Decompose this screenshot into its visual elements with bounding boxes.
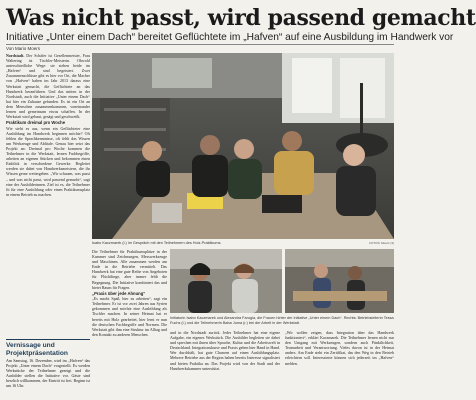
article-author: Von Mario Moers: [6, 46, 41, 51]
main-photo: [92, 53, 394, 239]
dateline: Nordstadt.: [6, 53, 25, 58]
workshop-photo: [92, 53, 394, 239]
column-subhead: Praktikum dreimal pro Woche: [6, 120, 66, 126]
main-photo-caption: Isabo Kaczmarek (l.) im Gespräch mit den Teilnehmern des Holz-Praktikums.: [92, 241, 222, 245]
column-subhead: „Praxis über jede Ahnung“: [92, 290, 146, 296]
infobox-text: Am Samstag, 16. Dezember, wird im „Hafven“ das Projekt „Unter einem Dach“ vorgestellt. Es werden Werkstücke der Teilnehmer gezeigt und die Ausbilder stellen die Initiative vor. Gäste sind herzlich willkommen, der Eintritt ist frei. Beginn ist um 16 Uhr.: [6, 358, 90, 389]
body-text: Wie sieht es aus, wenn ein Geflüchteter eine Ausbildung im Handwerk beginnen möchte? Oft fehlen die Sprachkenntnisse, oft fehlt das Wissen um Werkzeuge und Abläufe. Genau hier setzt das Projekt an: Dreimal pro Woche kommen die Teilnehmer in die Werkstatt, lernen Fachbegriffe, arbeiten an eigenen Stücken und bekommen einen Einblick in verschiedene Gewerke. Begleitet werden sie dabei von Handwerksmeistern, die ihr Wissen gerne weitergeben. „Wir schauen, was passt – und was nicht passt, wird passend gemacht“, sagt eine der Ausbilderinnen. Ziel ist es, die Teilnehmer fit für eine Ausbildung oder einen Praktikumsplatz in einem Betrieb zu machen.: [6, 125, 90, 197]
body-text: „Es macht Spaß, hier zu arbeiten“, sagt ein Teilnehmer. Er ist vor zwei Jahren aus Syrien gekommen und möchte eine Ausbildung als Tischler machen. In seiner Heimat hat er bereits mit Holz gearbeitet, hier lernt er nun die deutschen Fachbegriffe und Normen. Die Werkstatt gibt ihm eine Struktur im Alltag und den Kontakt zu anderen Menschen.: [92, 296, 167, 337]
article-headline: Was nicht passt, wird passend gemacht: [6, 5, 476, 31]
portrait-photo: [170, 249, 282, 313]
article-column-4: [285, 330, 394, 400]
workshop-detail-photo: [285, 249, 394, 313]
body-text: und in die Nordstadt zurück. Jeder Teilnehmer hat eine eigene Aufgabe, ein eigenes Werkstück. Die Ausbilder begleiten sie dabei und sprechen mit ihnen über Sprache, Kultur und die Arbeitswelt in Deutschland. Integrationskurse und Praxis gehen hier Hand in Hand. Wer durchhält, hat gute Chancen auf einen Ausbildungsplatz. Mehrere Betriebe aus der Region haben bereits Interesse signalisiert und bieten Praktika an. Das Projekt wird von der Stadt und der Handwerkskammer unterstützt.: [170, 330, 280, 371]
body-text: Die Teilnehmer für Praktikumsplätze in der Kammer sind Zeichnungen, Messwerkzeuge und Maschinen. Alle zusammen werden am Ende in die Betriebe vermittelt. Das Handwerk hat eine gute Reihe von Angeboten für Flüchtlinge, aber immer fehlt die Begegnung. Die Initiative kombiniert das und bietet Raum für Fragen.: [92, 249, 167, 290]
lead-text: Der Schäfer ist Gesellenmeister, Frau Waltering ist Tischler-Meisterin. Obwohl unterschiedliche Wege: sie stehen beide im „Hafven“ und sind begeistert. Zwei Zusammenschlüsse gibt es hier vor Ort, die Macher von „Hafven“ haben im Jahr 2013 daraus eine Werkstatt gemacht, die Geflüchtete an das Handwerk heranführen. Und das mitten in der Nordstadt, auch die Initiative „Unter einem Dach“ hat hier ein Zuhause gefunden. Es ist ein Ort an dem Menschen zusammenkommen, voneinander lernen und gemeinsam etwas schaffen. In der Werkstatt wird gebaut, gesägt und geschweißt.: [6, 53, 91, 120]
divider: [6, 44, 394, 45]
article-column-3: [170, 330, 280, 400]
article-subheadline: Initiative „Unter einem Dach“ bereitet Geflüchtete im „Hafven“ auf eine Ausbildung im Handwerk vor: [6, 32, 454, 43]
infobox-headline: Vernissage und Projektpräsentation: [6, 342, 68, 357]
infobox-rule: [6, 339, 90, 340]
photo-credit: FOTOS: Moers (3): [369, 241, 394, 245]
body-text: „Wir wollen zeigen, dass Integration über das Handwerk funktioniert“, erklärt Kaczmarek. Die Teilnehmer lernen nicht nur den Umgang mit Werkzeugen, sondern auch Pünktlichkeit, Teamarbeit und Verantwortung. Vieles davon ist in der Heimat anders. Am Ende steht ein Zertifikat, das den Weg in den Betrieb erleichtern soll. Interessierte können sich jederzeit im „Hafven“ melden.: [285, 330, 394, 366]
small-photo-caption: Initiatorin Isabo Kaczmarek und Alexandra Farugia, die Frauen hinter der Initiative „Unter einem Dach“. Rechts: Betriebsleiterin Tessa Fuchs (l.) und die Teilnehmerin Baba Juma (r.) bei der Arbeit in der Werkstatt.: [170, 316, 394, 325]
article-column-1: [6, 53, 90, 333]
article-column-2: [92, 249, 167, 400]
